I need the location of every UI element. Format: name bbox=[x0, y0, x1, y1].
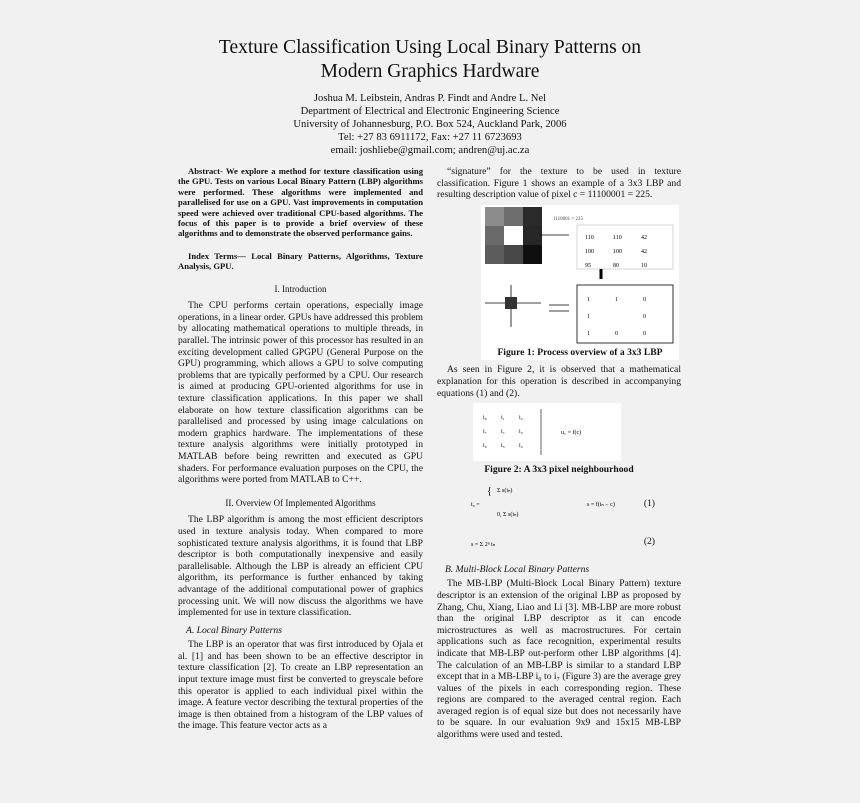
binary-cell: 1 bbox=[587, 296, 590, 303]
value-cell: 80 bbox=[613, 262, 619, 269]
pixel-grid bbox=[485, 207, 542, 264]
binary-cell: 1 bbox=[587, 313, 590, 320]
neighbour-cell: i₁ bbox=[501, 415, 505, 422]
fig1-top-label: 1110001 = 225 bbox=[553, 216, 583, 222]
pixel-cell bbox=[504, 226, 523, 245]
svg-text:s = Σ 2ⁿ tₙ: s = Σ 2ⁿ tₙ bbox=[471, 541, 496, 548]
binary-cell: 0 bbox=[615, 330, 618, 337]
value-cell: 100 bbox=[585, 248, 594, 255]
author-phone: Tel: +27 83 6911172, Fax: +27 11 6723693 bbox=[338, 132, 522, 143]
value-cell: 100 bbox=[613, 248, 622, 255]
svg-text:0, Σ s(iₙ): 0, Σ s(iₙ) bbox=[497, 511, 519, 518]
author-university: University of Johannesburg, P.O. Box 524, Auckland Park, 2006 bbox=[293, 119, 567, 130]
pixel-cell bbox=[523, 226, 542, 245]
figure-2-caption: Figure 2: A 3x3 pixel neighbourhood bbox=[484, 464, 634, 476]
right-column bbox=[437, 166, 681, 741]
value-cell: 110 bbox=[613, 234, 622, 241]
svg-text:s = f(iₙ − c): s = f(iₙ − c) bbox=[587, 501, 615, 508]
pixel-cell bbox=[523, 245, 542, 264]
figure-2 bbox=[473, 403, 621, 461]
paper-title bbox=[130, 36, 730, 84]
binary-grid bbox=[577, 285, 673, 343]
value-cell: 42 bbox=[641, 234, 647, 241]
value-cell: 95 bbox=[585, 262, 591, 269]
equation-2-graphic bbox=[469, 526, 669, 558]
equation-1-graphic bbox=[469, 482, 669, 526]
pixel-cell bbox=[485, 226, 504, 245]
binary-cell: 0 bbox=[643, 296, 646, 303]
title-line-2: Modern Graphics Hardware bbox=[320, 61, 540, 82]
binary-cell: 1 bbox=[587, 330, 590, 337]
equation-1 bbox=[437, 482, 681, 526]
pixel-cell bbox=[504, 245, 523, 264]
neighbourhood-grid bbox=[483, 415, 523, 449]
figure-2-diagram bbox=[473, 403, 621, 461]
neighbour-cell: i₆ bbox=[483, 443, 487, 450]
pixel-cell bbox=[485, 207, 504, 226]
neighbour-cell: i꜀ bbox=[501, 429, 505, 436]
pixel-cell bbox=[523, 207, 542, 226]
figure-1-caption: Figure 1: Process overview of a 3x3 LBP bbox=[481, 345, 679, 361]
section-2-title: II. Overview Of Implemented Algorithms bbox=[225, 497, 376, 508]
binary-cell: 0 bbox=[643, 330, 646, 337]
value-cell: 42 bbox=[641, 248, 647, 255]
neighbour-cell: i₀ bbox=[483, 415, 487, 422]
subsection-b-text: The MB-LBP (Multi-Block Local Binary Pattern) texture descriptor is an extension of the original LBP as proposed by Zhang, Chu, Xiang, Liao and Li [3]. MB-LBP are more robust than the original LBP descriptor as it can encode microstructures as well as macrostructures. For certain applications such as face recognition, experimental results indicate that MB-LBP out-perform other LBP algorithms [4]. The calculation of an MB-LBP is similar to a standard LBP except that in a MB-LBP i₀ to i₇ (Figure 3) are the average grey values of the pixels in each corresponding region. These regions are compared to the averaged central region. Each averaged region is of equal size but does not necessarily have to be square. In our evaluation 9x9 and 15x15 MB-LBP algorithms were used and tested. bbox=[437, 578, 681, 741]
binary-cell: 1 bbox=[615, 296, 618, 303]
left-column bbox=[178, 166, 423, 732]
pixel-cell bbox=[485, 245, 504, 264]
figure-1-diagram bbox=[481, 205, 679, 345]
title-line-1: Texture Classification Using Local Binary Patterns on bbox=[218, 37, 642, 58]
equation-2-number: (2) bbox=[643, 535, 655, 547]
figure-1-text: As seen in Figure 2, it is observed that a mathematical explanation for this operation is described in accompanying equations (1) and (2). bbox=[437, 364, 681, 399]
equation-2 bbox=[437, 526, 681, 558]
neighbour-cell: i₂ bbox=[519, 415, 523, 422]
svg-text:t₀ =: t₀ = bbox=[471, 501, 480, 508]
neighbour-cell: i₇ bbox=[483, 429, 487, 436]
author-dept: Department of Electrical and Electronic Engineering Science bbox=[300, 106, 560, 117]
fig2-side-label: u꜀ = f(c) bbox=[561, 430, 582, 437]
neighbour-cell: i₃ bbox=[519, 429, 523, 436]
svg-text:Σ s(iₙ): Σ s(iₙ) bbox=[497, 487, 513, 494]
subsection-a-title: A. Local Binary Patterns bbox=[186, 624, 282, 636]
section-1-title: I. Introduction bbox=[274, 283, 327, 294]
index-terms: Index Terms— Local Binary Patterns, Algorithms, Texture Analysis, GPU. bbox=[178, 250, 423, 272]
neighbour-cell: i₅ bbox=[501, 443, 505, 450]
section-1-text: The CPU performs certain operations, especially image operations, in a linear order. GPUs have addressed this problem by allocating mathematical operations to multiple threads, in parallel. The intrinsic power of this processor has resulted in an exciting development called GPGPU (General Purpose on the GPU) programming, which allows a GPU to solve computing problems that are typically performed by a CPU. Our research is aimed at producing GPU-oriented algorithms for use in texture classification applications. In this paper we shall elaborate on how texture classification algorithms can be parallelised and processed by using image calculations on modern graphics hardware. The implementations of these texture analysis algorithms were initially prototyped in MATLAB before being rewritten and executed as GPU shaders. For performance evaluation purposes on the CPU, the algorithms were ported from MATLAB to C++. bbox=[178, 300, 423, 486]
author-block bbox=[230, 92, 630, 157]
neighbour-cell: i₄ bbox=[519, 443, 523, 450]
equation-1-number: (1) bbox=[643, 497, 655, 509]
binary-cell: 0 bbox=[643, 313, 646, 320]
subsection-b-title: B. Multi-Block Local Binary Patterns bbox=[445, 563, 590, 575]
right-intro-text: “signature” for the texture to be used in texture classification. Figure 1 shows an example of a 3x3 LBP and resulting description value of pixel c = 11100001 = 225. bbox=[437, 166, 681, 201]
abstract: Abstract- We explore a method for texture classification using the GPU. Tests on various Local Binary Pattern (LBP) algorithms were performed. These algorithms were implemented and parallelised for use on a GPU. Vast improvements in computation speed were achieved over traditional CPU-based algorithms. The focus of this paper is to provide a brief overview of these algorithms and to demonstrate the observed performance gains. bbox=[178, 166, 423, 239]
section-2-text: The LBP algorithm is among the most efficient descriptors used in texture analysis today. When compared to more sophisticated texture analysis algorithms, it is found that LBP descriptor is both computationally inexpensive and easily parallelisable. Although the LBP is already an efficient CPU algorithm, its performance is further enhanced by taking advantage of the additional computational power of graphics processing unit. We will now discuss the algorithms we have implemented for use in texture classification. bbox=[178, 514, 423, 619]
figure-1 bbox=[481, 205, 679, 345]
author-names: Joshua M. Leibstein, Andras P. Findt and Andre L. Nel bbox=[313, 93, 547, 104]
pixel-cell bbox=[504, 207, 523, 226]
author-email: email: joshliebe@gmail.com; andren@uj.ac.za bbox=[330, 145, 530, 156]
values-grid bbox=[577, 225, 673, 269]
value-cell: 10 bbox=[641, 262, 647, 269]
svg-text:{: { bbox=[487, 485, 492, 497]
value-cell: 110 bbox=[585, 234, 594, 241]
subsection-a-text: The LBP is an operator that was first introduced by Ojala et al. [1] and has been shown to be an effective descriptor in texture classification [2]. To create an LBP representation an input texture image must first be converted to greyscale before this operator is applied to each individual pixel within the image. A feature vector describing the textural properties of the image is then obtained from a histogram of the LBP values of the image. This feature vector acts as a bbox=[178, 639, 423, 732]
